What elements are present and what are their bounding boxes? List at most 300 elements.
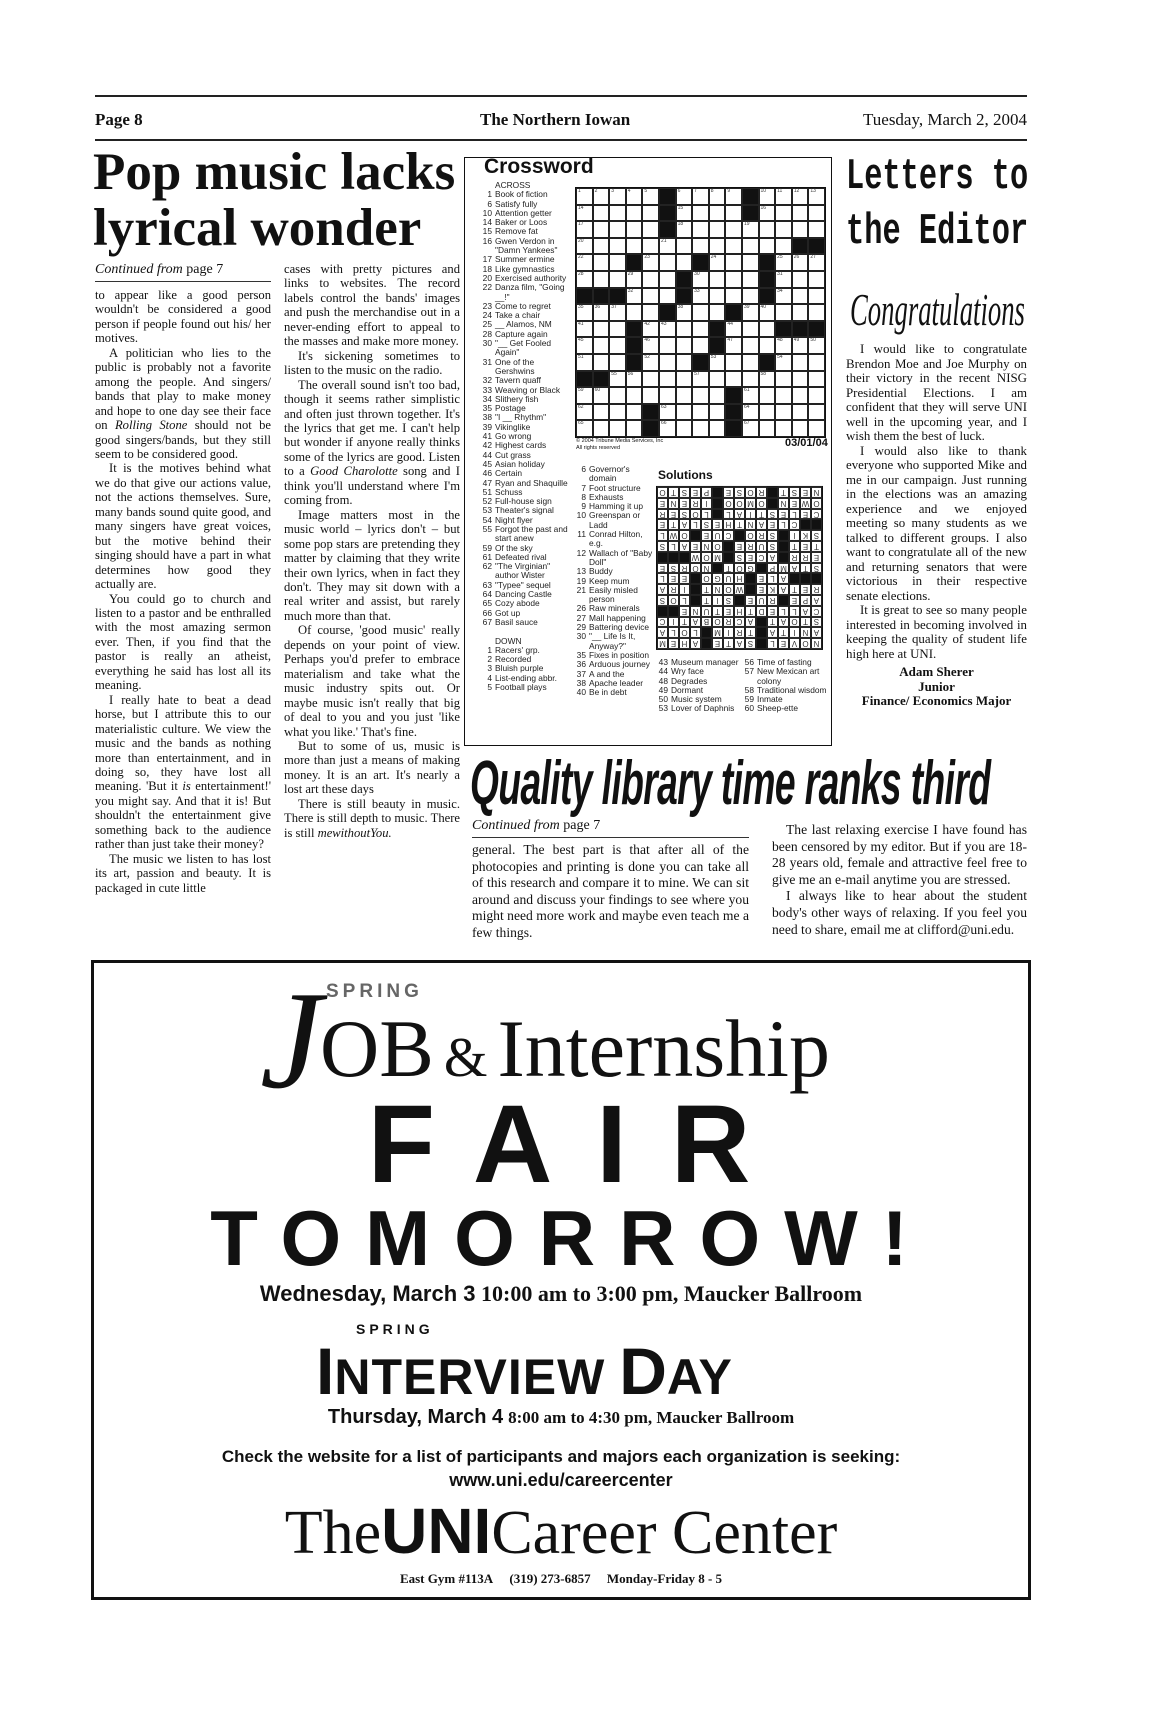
crossword-cell[interactable] [676, 404, 693, 421]
crossword-cell[interactable] [692, 420, 709, 437]
crossword-cell[interactable] [725, 288, 742, 305]
crossword-cell[interactable] [792, 288, 809, 305]
crossword-cell[interactable] [692, 288, 709, 305]
crossword-cell[interactable] [792, 337, 809, 354]
crossword-cell[interactable] [808, 205, 825, 222]
crossword-cell[interactable] [742, 420, 759, 437]
page-number: Page 8 [95, 110, 143, 129]
crossword-cell[interactable] [808, 304, 825, 321]
crossword-cell[interactable] [792, 354, 809, 371]
clue-text: Greenspan or Ladd [589, 510, 641, 530]
crossword-cell[interactable] [659, 404, 676, 421]
crossword-cell[interactable] [626, 304, 643, 321]
spring-label: SPRING [326, 981, 423, 1002]
crossword-cell[interactable] [759, 371, 776, 388]
crossword-cell[interactable] [808, 404, 825, 421]
solution-cell: I [789, 627, 800, 638]
continued-from [95, 262, 271, 282]
crossword-cell[interactable] [593, 304, 610, 321]
crossword-cell[interactable] [709, 188, 726, 205]
clue-number: 23 [482, 300, 492, 311]
crossword-cell[interactable] [792, 271, 809, 288]
crossword-cell[interactable] [576, 271, 593, 288]
black-square [792, 321, 809, 338]
crossword-cell[interactable] [709, 271, 726, 288]
crossword-cell[interactable] [692, 238, 709, 255]
crossword-cell[interactable] [792, 420, 809, 437]
solution-cell: O [657, 487, 668, 498]
crossword-cell[interactable] [692, 404, 709, 421]
crossword-cell[interactable] [676, 354, 693, 371]
crossword-cell[interactable] [709, 288, 726, 305]
black-square [734, 595, 745, 606]
crossword-cell[interactable] [775, 387, 792, 404]
crossword-cell[interactable] [659, 254, 676, 271]
signature-major: Finance/ Economics Major [861, 693, 1012, 708]
clue-text: Take a chair [495, 310, 541, 321]
clue-text: Basil sauce [495, 616, 538, 627]
down-clues-4 [742, 658, 828, 714]
masthead-rule [95, 139, 1027, 141]
clue-number: 56 [744, 657, 754, 667]
black-square [725, 387, 742, 404]
clue-number: 45 [482, 458, 492, 469]
crossword-cell[interactable] [725, 354, 742, 371]
crossword-cell[interactable] [709, 205, 726, 222]
crossword-cell[interactable] [659, 371, 676, 388]
crossword-cell[interactable] [808, 354, 825, 371]
crossword-cell[interactable] [609, 254, 626, 271]
crossword-cell[interactable] [742, 321, 759, 338]
crossword-cell[interactable] [609, 205, 626, 222]
crossword-cell[interactable] [593, 205, 610, 222]
crossword-cell[interactable] [642, 238, 659, 255]
paragraph [284, 378, 460, 508]
crossword-cell[interactable] [626, 238, 643, 255]
crossword-cell[interactable] [808, 387, 825, 404]
solution-cell: N [701, 563, 712, 574]
crossword-cell[interactable] [659, 271, 676, 288]
solution-cell: R [668, 584, 679, 595]
crossword-cell[interactable] [692, 221, 709, 238]
crossword-cell[interactable] [609, 238, 626, 255]
cell-number: 59 [578, 387, 584, 394]
crossword-cell[interactable] [676, 221, 693, 238]
cell-number: 39 [743, 304, 750, 311]
crossword-cell[interactable] [642, 188, 659, 205]
crossword-cell[interactable] [742, 271, 759, 288]
crossword-cell[interactable] [725, 337, 742, 354]
crossword-cell[interactable] [576, 205, 593, 222]
crossword-cell[interactable] [626, 420, 643, 437]
crossword-cell[interactable] [659, 354, 676, 371]
crossword-cell[interactable] [792, 371, 809, 388]
crossword-cell[interactable] [576, 337, 593, 354]
solution-cell: O [723, 584, 734, 595]
crossword-cell[interactable] [775, 254, 792, 271]
crossword-cell[interactable] [692, 321, 709, 338]
crossword-cell[interactable] [593, 354, 610, 371]
black-square [690, 530, 701, 541]
clue-number: 50 [658, 694, 668, 705]
crossword-cell[interactable] [709, 221, 726, 238]
crossword-cell[interactable] [709, 254, 726, 271]
clue-number: 66 [482, 607, 492, 618]
clue-number: 34 [482, 393, 492, 404]
crossword-cell[interactable] [692, 371, 709, 388]
clue-number: 43 [658, 657, 668, 667]
clue-number: 11 [577, 529, 586, 540]
clue-number: 41 [482, 431, 492, 442]
solution-cell: C [789, 519, 800, 530]
crossword-cell[interactable] [593, 337, 610, 354]
solution-cell: E [800, 584, 811, 595]
crossword-cell[interactable] [725, 271, 742, 288]
crossword-cell[interactable] [576, 404, 593, 421]
crossword-cell[interactable] [576, 238, 593, 255]
solution-cell: S [723, 595, 734, 606]
crossword-cell[interactable] [576, 321, 593, 338]
crossword-cell[interactable] [676, 420, 693, 437]
crossword-cell[interactable] [808, 254, 825, 271]
continued-page: page 7 [186, 262, 224, 277]
clue-number: 10 [482, 207, 492, 218]
crossword-cell[interactable] [609, 188, 626, 205]
crossword-cell[interactable] [593, 387, 610, 404]
crossword-cell[interactable] [808, 337, 825, 354]
black-square [626, 354, 643, 371]
solution-cell: T [723, 638, 734, 649]
solution-cell: S [679, 487, 690, 498]
crossword-cell[interactable] [775, 188, 792, 205]
crossword-cell[interactable] [593, 420, 610, 437]
clue-text: Hamming it up [589, 501, 643, 512]
crossword-cell[interactable] [692, 387, 709, 404]
crossword-cell[interactable] [709, 354, 726, 371]
crossword-cell[interactable] [642, 321, 659, 338]
crossword-cell[interactable] [775, 420, 792, 437]
solution-cell: E [745, 595, 756, 606]
pop-column-2 [284, 262, 460, 840]
crossword-cell[interactable] [676, 387, 693, 404]
crossword-cell[interactable] [742, 304, 759, 321]
solution-cell: T [701, 584, 712, 595]
crossword-cell[interactable] [576, 221, 593, 238]
crossword-cell[interactable] [609, 404, 626, 421]
career-center-url[interactable]: www.uni.edu/careercenter [449, 1470, 673, 1490]
crossword-cell[interactable] [642, 205, 659, 222]
crossword-cell[interactable] [626, 288, 643, 305]
crossword-cell[interactable] [676, 304, 693, 321]
crossword-cell[interactable] [792, 304, 809, 321]
black-square [789, 573, 800, 584]
pop-headline-line2: lyrical wonder [93, 199, 422, 257]
cell-number: 56 [627, 370, 634, 377]
crossword-cell[interactable] [775, 337, 792, 354]
italic-text: mewithoutYou. [317, 825, 392, 840]
crossword-cell[interactable] [709, 420, 726, 437]
crossword-cell[interactable] [593, 221, 610, 238]
crossword-cell[interactable] [792, 254, 809, 271]
crossword-cell[interactable] [808, 371, 825, 388]
cell-number: 46 [644, 337, 650, 344]
crossword-cell[interactable] [759, 337, 776, 354]
crossword-cell[interactable] [642, 288, 659, 305]
crossword-cell[interactable] [593, 404, 610, 421]
crossword-cell[interactable] [775, 404, 792, 421]
crossword-cell[interactable] [626, 404, 643, 421]
cell-number: 20 [578, 237, 584, 244]
black-square [756, 638, 767, 649]
crossword-cell[interactable] [775, 221, 792, 238]
solution-cell: O [734, 498, 745, 509]
crossword-cell[interactable] [725, 221, 742, 238]
crossword-cell[interactable] [709, 371, 726, 388]
crossword-cell[interactable] [642, 337, 659, 354]
cell-number: 9 [727, 188, 731, 194]
crossword-cell[interactable] [642, 304, 659, 321]
rights-line: All rights reserved [576, 444, 621, 451]
crossword-cell[interactable] [676, 238, 693, 255]
crossword-cell[interactable] [576, 188, 593, 205]
crossword-cell[interactable] [808, 271, 825, 288]
crossword-cell[interactable] [725, 188, 742, 205]
crossword-cell[interactable] [609, 321, 626, 338]
crossword-cell[interactable] [609, 371, 626, 388]
crossword-cell[interactable] [792, 387, 809, 404]
solution-cell: A [789, 563, 800, 574]
solution-cell: E [778, 638, 789, 649]
crossword-cell[interactable] [808, 420, 825, 437]
black-square [626, 321, 643, 338]
continued-page: page 7 [563, 818, 601, 833]
crossword-cell[interactable] [659, 288, 676, 305]
solution-cell: E [734, 541, 745, 552]
crossword-cell[interactable] [676, 337, 693, 354]
black-square [808, 321, 825, 338]
paragraph [846, 603, 1027, 661]
text-run: Image matters most in the music world – lyrics don't – but some pop stars are pretending they matter by claiming that they write their own lyrics, when in fact they don't. They may sit down with a real writer and assist, but rarely much more than that. [284, 507, 460, 623]
crossword-cell[interactable] [775, 271, 792, 288]
solution-cell: H [734, 606, 745, 617]
crossword-cell[interactable] [742, 371, 759, 388]
black-square [792, 238, 809, 255]
paragraph [284, 508, 460, 624]
crossword-cell[interactable] [775, 205, 792, 222]
solution-cell: E [789, 498, 800, 509]
clue-text: Inmate [757, 694, 783, 705]
crossword-cell[interactable] [742, 354, 759, 371]
crossword-cell[interactable] [759, 188, 776, 205]
cell-number: 27 [810, 254, 816, 261]
crossword-cell[interactable] [659, 238, 676, 255]
solution-cell: O [811, 498, 822, 509]
clue-text: "The Virginian" author Wister [495, 561, 551, 581]
crossword-cell[interactable] [692, 188, 709, 205]
clue-text: Got up [495, 607, 521, 618]
crossword-cell[interactable] [593, 188, 610, 205]
crossword-cell[interactable] [642, 221, 659, 238]
crossword-cell[interactable] [742, 238, 759, 255]
crossword-cell[interactable] [576, 420, 593, 437]
crossword-cell[interactable] [609, 354, 626, 371]
crossword-cell[interactable] [725, 371, 742, 388]
solution-cell: O [756, 498, 767, 509]
crossword-cell[interactable] [808, 221, 825, 238]
black-square [759, 254, 776, 271]
solution-cell: T [668, 487, 679, 498]
crossword-cell[interactable] [642, 387, 659, 404]
crossword-cell[interactable] [775, 371, 792, 388]
clue-number: 53 [658, 703, 668, 714]
crossword-cell[interactable] [692, 271, 709, 288]
text-run: There is still beauty in music. There is still depth to music. There is still [284, 796, 460, 840]
solution-cell: U [756, 541, 767, 552]
solution-cell: E [668, 509, 679, 520]
clue-number: 60 [744, 703, 754, 714]
crossword-cell[interactable] [626, 387, 643, 404]
crossword-cell[interactable] [725, 254, 742, 271]
crossword-cell[interactable] [676, 205, 693, 222]
solution-cell: C [734, 617, 745, 628]
crossword-cell[interactable] [609, 304, 626, 321]
crossword-cell[interactable] [759, 221, 776, 238]
crossword-cell[interactable] [593, 254, 610, 271]
crossword-cell[interactable] [742, 221, 759, 238]
clue-34 [480, 395, 572, 404]
crossword-cell[interactable] [709, 238, 726, 255]
clue-number: 4 [487, 672, 492, 683]
crossword-cell[interactable] [692, 337, 709, 354]
crossword-cell[interactable] [676, 188, 693, 205]
crossword-cell[interactable] [808, 288, 825, 305]
crossword-cell[interactable] [759, 420, 776, 437]
solution-cell: H [723, 519, 734, 530]
solution-cell: C [657, 617, 668, 628]
black-square [756, 627, 767, 638]
paragraph [95, 288, 271, 346]
crossword-cell[interactable] [593, 321, 610, 338]
solution-cell: L [767, 573, 778, 584]
crossword-cell[interactable] [609, 337, 626, 354]
crossword-cell[interactable] [792, 404, 809, 421]
crossword-cell[interactable] [576, 387, 593, 404]
crossword-cell[interactable] [642, 271, 659, 288]
crossword-cell[interactable] [792, 221, 809, 238]
black-square [709, 337, 726, 354]
crossword-cell[interactable] [775, 238, 792, 255]
crossword-cell[interactable] [642, 371, 659, 388]
crossword-cell[interactable] [759, 321, 776, 338]
solution-cell: T [778, 627, 789, 638]
crossword-cell[interactable] [609, 387, 626, 404]
clue-text: Sheep-ette [757, 703, 798, 714]
crossword-cell[interactable] [742, 337, 759, 354]
crossword-cell[interactable] [626, 271, 643, 288]
letters-headline-line2: the Editor [846, 207, 1029, 257]
text-run: The music we listen to has lost its art, passion and beauty. It is packaged in cute little [95, 851, 271, 895]
crossword-cell[interactable] [725, 321, 742, 338]
interview-schedule [94, 1405, 1028, 1430]
crossword-cell[interactable] [759, 238, 776, 255]
crossword-cell[interactable] [576, 254, 593, 271]
paragraph [846, 342, 1027, 444]
crossword-cell[interactable] [759, 205, 776, 222]
clue-number: 30 [576, 631, 586, 642]
crossword-cell[interactable] [709, 304, 726, 321]
crossword-cell[interactable] [676, 254, 693, 271]
crossword-cell[interactable] [642, 354, 659, 371]
crossword-cell[interactable] [609, 221, 626, 238]
crossword-cell[interactable] [742, 254, 759, 271]
crossword-cell[interactable] [759, 387, 776, 404]
crossword-cell[interactable] [609, 271, 626, 288]
crossword-cell[interactable] [725, 238, 742, 255]
crossword-cell[interactable] [808, 188, 825, 205]
crossword-cell[interactable] [709, 404, 726, 421]
crossword-cell[interactable] [642, 254, 659, 271]
career-center-logo [94, 1497, 1028, 1567]
solution-cell: W [735, 585, 744, 595]
clue-text: Come to regret [495, 300, 551, 311]
crossword-cell[interactable] [626, 221, 643, 238]
crossword-cell[interactable] [692, 205, 709, 222]
crossword-cell[interactable] [759, 304, 776, 321]
crossword-cell[interactable] [576, 354, 593, 371]
solution-cell: T [767, 617, 778, 628]
crossword-cell[interactable] [626, 205, 643, 222]
crossword-cell[interactable] [775, 304, 792, 321]
crossword-cell[interactable] [626, 371, 643, 388]
clue-text: List-ending abbr. [495, 672, 557, 683]
black-square [701, 638, 712, 649]
solution-cell: W [691, 552, 700, 562]
crossword-cell[interactable] [742, 288, 759, 305]
crossword-cell[interactable] [676, 371, 693, 388]
crossword-cell[interactable] [576, 304, 593, 321]
crossword-cell[interactable] [742, 404, 759, 421]
crossword-cell[interactable] [759, 404, 776, 421]
cell-number: 57 [694, 370, 700, 377]
solution-cell: A [778, 573, 789, 584]
solution-cell: O [800, 638, 811, 649]
crossword-cell[interactable] [593, 238, 610, 255]
crossword-cell[interactable] [659, 337, 676, 354]
crossword-cell[interactable] [593, 271, 610, 288]
pop-headline-line1: Pop music lacks [93, 143, 456, 201]
clue-number: 35 [482, 403, 492, 414]
crossword-cell[interactable] [676, 321, 693, 338]
crossword-cell[interactable] [775, 354, 792, 371]
crossword-cell[interactable] [692, 304, 709, 321]
crossword-cell[interactable] [659, 387, 676, 404]
paragraph [472, 842, 749, 942]
crossword-cell[interactable] [609, 420, 626, 437]
crossword-cell[interactable] [742, 387, 759, 404]
crossword-grid[interactable] [575, 187, 826, 438]
crossword-cell[interactable] [659, 321, 676, 338]
text-run: It is the motives behind what we do that give our actions value, not the actions themselves. Sure, many bands sound quite good, and many singers have great voices, but the motive behind their singing should have a part in what determines how good they actually are. [95, 461, 271, 592]
crossword-cell[interactable] [725, 205, 742, 222]
crossword-cell[interactable] [659, 420, 676, 437]
crossword-cell[interactable] [792, 188, 809, 205]
day-initial: D [619, 1334, 667, 1408]
crossword-cell[interactable] [626, 188, 643, 205]
black-square [642, 420, 659, 437]
crossword-cell[interactable] [792, 205, 809, 222]
crossword-cell[interactable] [775, 288, 792, 305]
crossword-cell[interactable] [709, 387, 726, 404]
